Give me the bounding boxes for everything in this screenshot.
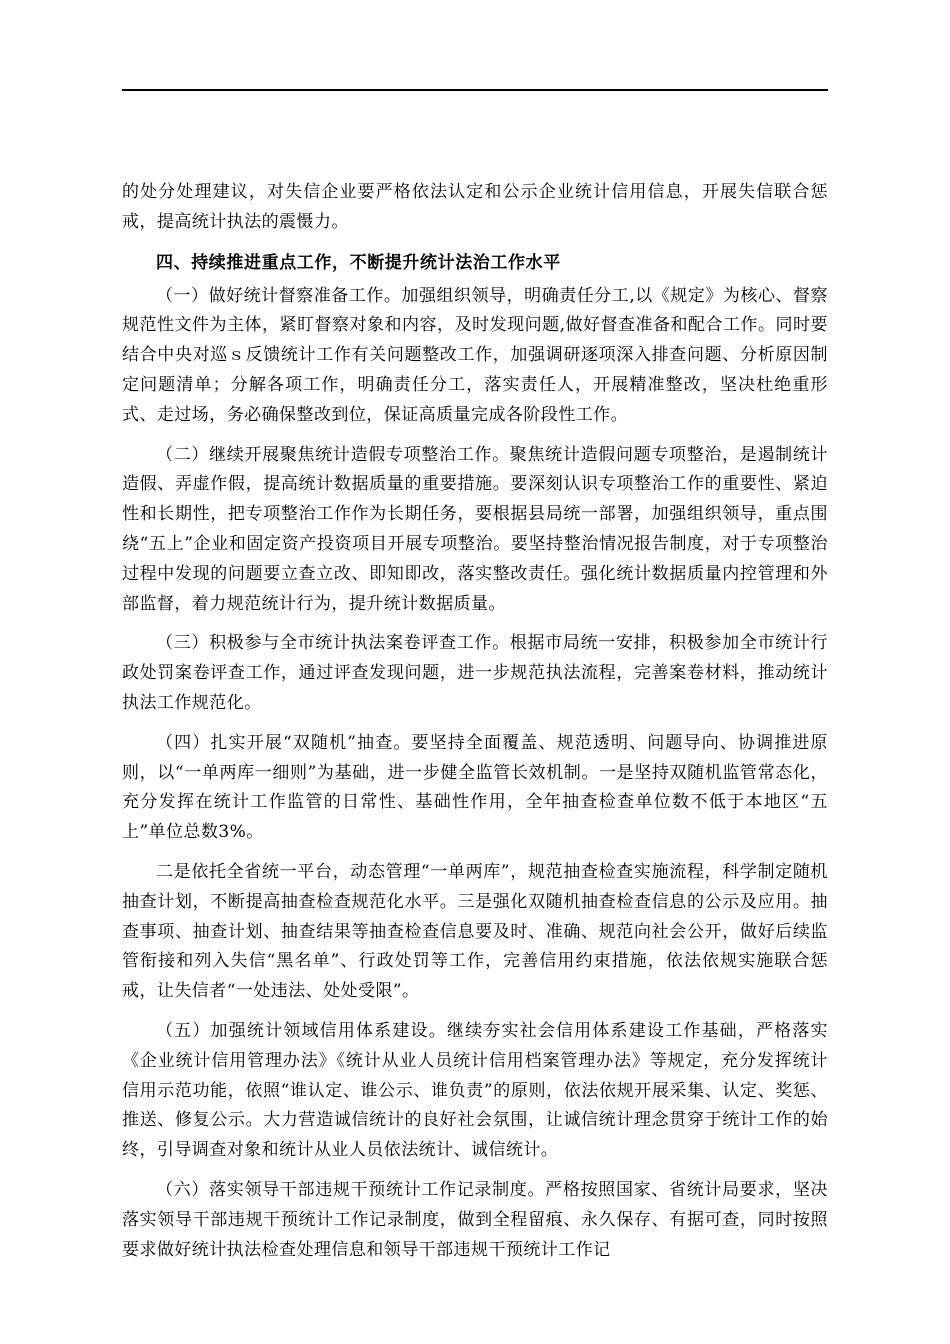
paragraph-item-5: （五）加强统计领域信用体系建设。继续夯实社会信用体系建设工作基础，严格落实《企业统计信用管理办法》《统计从业人员统计信用档案管理办法》等规定，充分发挥统计信用示范功能，依照“谁认定、谁公示、谁负责”的原则，依法依规开展采集、认定、奖惩、推送、修复公示。大力营造诚信统计的良好社会氛围，让诚信统计理念贯穿于统计工作的始终，引导调查对象和统计从业人员依法统计、诚信统计。 (122, 1020, 828, 1161)
document-body (122, 178, 828, 1275)
paragraph-item-4: （四）扎实开展“双随机”抽查。要坚持全面覆盖、规范透明、问题导向、协调推进原则，以“一单两库一细则”为基础，进一步健全监管长效机制。一是坚持双随机监管常态化，充分发挥在统计工作监管的日常性、基础性作用，全年抽查检查单位数不低于本地区“五上”单位总数3%。 (122, 732, 828, 843)
section-heading-4: 四、持续推进重点工作，不断提升统计法治工作水平 (156, 252, 561, 273)
header-rule (122, 89, 828, 91)
paragraph-item-3: （三）积极参与全市统计执法案卷评查工作。根据市局统一安排，积极参加全市统计行政处罚案卷评查工作，通过评查发现问题，进一步规范执法流程，完善案卷材料，推动统计执法工作规范化。 (122, 633, 828, 713)
paragraph-item-2: （二）继续开展聚焦统计造假专项整治工作。聚焦统计造假问题专项整治，是遏制统计造假、弄虚作假，提高统计数据质量的重要措施。要深刻认识专项整治工作的重要性、紧迫性和长期性，把专项整治工作作为长期任务，要根据县局统一部署，加强组织领导，重点围绕“五上”企业和固定资产投资项目开展专项整治。要坚持整治情况报告制度，对于专项整治过程中发现的问题要立查立改、即知即改，落实整改责任。强化统计数据质量内控管理和外部监督，着力规范统计行为，提升统计数据质量。 (122, 444, 828, 614)
paragraph-item-1: （一）做好统计督察准备工作。加强组织领导，明确责任分工,以《规定》为核心、督察规范性文件为主体，紧盯督察对象和内容，及时发现问题,做好督查准备和配合工作。同时要结合中央对巡ｓ反馈统计工作有关问题整改工作，加强调研逐项深入排查问题、分析原因制定问题清单；分解各项工作，明确责任分工，落实责任人，开展精准整改，坚决杜绝重形式、走过场，务必确保整改到位，保证高质量完成各阶段性工作。 (122, 285, 828, 425)
paragraph-item-6: （六）落实领导干部违规干预统计工作记录制度。严格按照国家、省统计局要求，坚决落实领导干部违规干预统计工作记录制度，做到全程留痕、永久保存、有据可查，同时按照要求做好统计执法检查处理信息和领导干部违规干预统计工作记 (122, 1179, 828, 1260)
paragraph-item-4-continued: 二是依托全省统一平台，动态管理“一单两库”，规范抽查检查实施流程，科学制定随机抽查计划，不断提高抽查检查规范化水平。三是强化双随机抽查检查信息的公示及应用。抽查事项、抽查计划、抽查结果等抽查检查信息要及时、准确、规范向社会公开，做好后续监管衔接和列入失信“黑名单”、行政处罚等工作，完善信用约束措施，依法依规实施联合惩戒，让失信者“一处违法、处处受限”。 (122, 861, 828, 1002)
paragraph-continuation: 的处分处理建议，对失信企业要严格依法认定和公示企业统计信用信息，开展失信联合惩戒，提高统计执法的震慑力。 (122, 182, 828, 232)
